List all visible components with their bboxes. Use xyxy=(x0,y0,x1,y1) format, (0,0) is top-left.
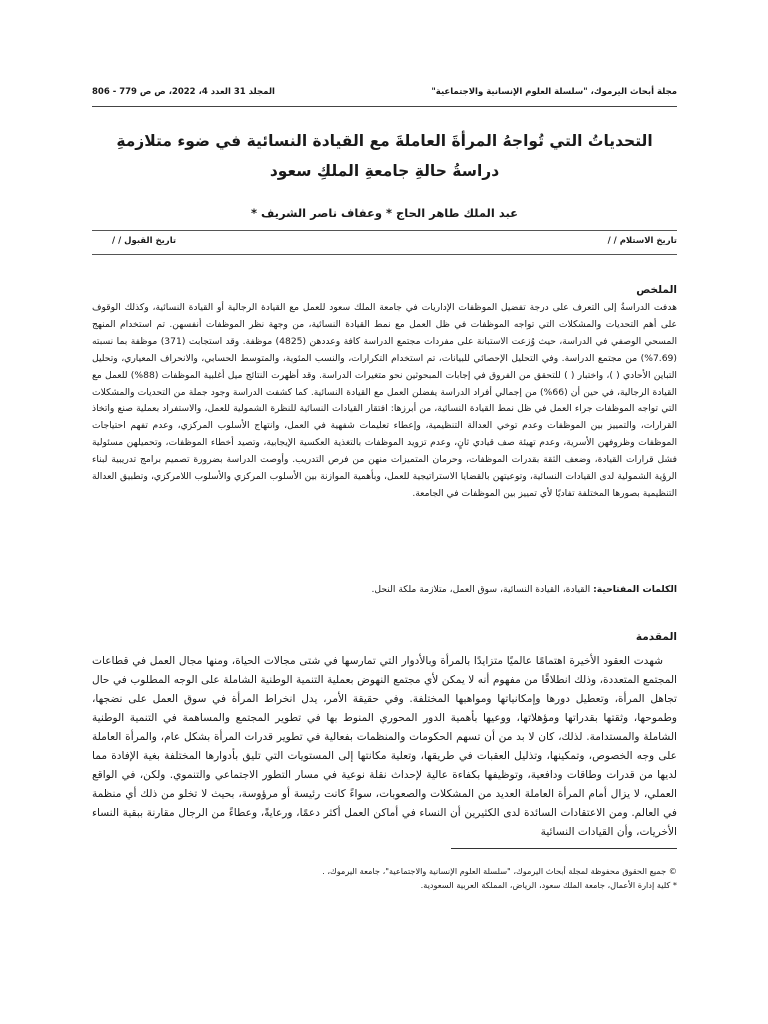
keywords xyxy=(92,582,677,598)
received-date: تاريخ الاستلام / / xyxy=(607,236,677,246)
abstract-text: هدفت الدراسةُ إلى التعرف على درجة تفضيل الموظفات الإداريات في جامعة الملك سعود للعمل مع القيادة الرجالية أو القيادة النسائية، وكذلك الوقوف على أهم التحديات والمشكلات التي تواجه الموظفات في ظل العمل مع نمط القيادة النسائية، من وجهة نظر الموظفات أنفسهن. تم استخدام المنهج المسحي الوصفي في الدراسة، حيث وُزعت الاستبانة على مفردات مجتمع الدراسة كافة وعددهن (4825) موظفة. وقد استجابت (371) موظفة بما نسبته (7.69%) من مجتمع الدراسة. وفي التحليل الإحصائي للبيانات، تم استخدام التكرارات، والنسب المئوية، والمتوسط الحسابي، والانحراف المعياري، وتحليل التباين الأحادي ( )، واختبار ( ) للتحقق من الفروق في إجابات المبحوثين نحو متغيرات الدراسة. وقد أظهرت النتائج ميل أغلبية الموظفات (88%) للعمل مع القيادة الرجالية، في حين أن (66%) من إجمالي أفراد الدراسة يفضلن العمل مع القيادة النسائية. كما كشفت الدراسة وجود جملة من التحديات والمشكلات التي تواجه الموظفات جراء العمل في ظل نمط القيادة النسائية، من أبرزها: افتقار القيادات النسائية للنظرة الشمولية للعمل، والاستفراد بعملية صنع واتخاذ القرارات، والتمييز بين الموظفات وعدم توخي العدالة التنظيمية، وإعطاء تعليمات شفهية في العمل، وانتهاج الأسلوب المركزي، وعدم تفهم احتياجات الموظفات وظروفهن الأسرية، وعدم تهيئة صف قيادي ثانٍ، وعدم تزويد الموظفات بالتغذية العكسية الإيجابية، وتصيد أخطاء الموظفات، وتحميلهن مسئولية فشل قرارات القيادة، وضعف الثقة بقدرات الموظفات، وحرمان المتميزات منهن من فرص التدريب. وأوصت الدراسة بضرورة تصميم برامج تدريبية لبناء الرؤية الشمولية لدى القيادات النسائية، وتوعيتهن بالقضايا الاستراتيجية للعمل، وبأهمية الموازنة بين الأسلوب المركزي والأسلوب اللامركزي، وتطبيق العدالة التنظيمية بصورها المختلفة تفاديًا لأي تمييز بين الموظفات في الجامعة. xyxy=(92,302,678,499)
affiliation-note: * كلية إدارة الأعمال، جامعة الملك سعود، الرياض، المملكة العربية السعودية. xyxy=(420,880,677,890)
authors: عبد الملك طاهر الحاج * وعفاف ناصر الشريف * xyxy=(250,206,519,220)
running-head xyxy=(92,85,677,99)
volume-issue-pages: المجلد 31 العدد 4، 2022، ص ص 779 - 806 xyxy=(92,87,275,97)
accepted-date: تاريخ القبول / / xyxy=(112,236,177,246)
dates-rule-top xyxy=(92,230,677,231)
title-line-1: التحدياتُ التي تُواجهُ المرأةَ العاملةَ مع القيادة النسائية في ضوء متلازمةِ xyxy=(116,132,653,150)
footnote-rule xyxy=(451,848,677,849)
copyright-note: © جميع الحقوق محفوظة لمجلة أبحاث اليرموك، "سلسلة العلوم الإنسانية والاجتماعية"، جامعة اليرموك، . xyxy=(322,866,677,876)
keywords-label: الكلمات المفتاحية: xyxy=(593,584,677,595)
dates-row xyxy=(92,236,677,250)
dates-rule-bottom xyxy=(92,254,677,255)
abstract-heading: الملخص xyxy=(636,284,677,296)
paper-title xyxy=(92,126,677,186)
footnotes xyxy=(92,864,677,892)
introduction-heading: المقدمة xyxy=(635,631,677,643)
title-line-2: دراسةُ حالةِ جامعةِ الملكِ سعود xyxy=(269,162,500,180)
introduction-text: شهدت العقود الأخيرة اهتمامًا عالميًا متزايدًا بالمرأة وبالأدوار التي تمارسها في شتى مجالات الحياة، ومنها مجال العمل في قطاعات المجتمع المتعددة، وذلك انطلاقًا من مفهوم أنه لا يمكن لأي مجتمع النهوض بعملية التنمية الوطنية الشاملة على الوجه المطلوب في حال تجاهل المرأة، وتعطيل دورها وإمكانياتها ومواهبها المختلفة. وفي حقيقة الأمر، يدل انخراط المرأة في سوق العمل على نضجها، وطموحها، وثقتها بقدراتها ومؤهلاتها، ووعيها بأهمية الدور المحوري المنوط بها في تطوير المجتمع والمساهمة في التنمية الوطنية الشاملة والمستدامة. لذلك، كان لا بد من أن تسهم الحكومات والمنظمات بفعالية في تطوير قدرات المرأة بشكل عام، والمرأة العاملة على وجه الخصوص، وتمكينها، وتذليل العقبات في طريقها، وتعلية مكانتها إلى المستويات التي تليق بأدوارها المختلفة بغية الإفادة مما لديها من قدرات وطاقات ودافعية، وتوظيفها بكفاءة عالية لإحداث نقلة نوعية في مسار التطور الاجتماعي والتنموي. ولكن، في الواقع العملي، لا يزال أمام المرأة العاملة العديد من المشكلات والصعوبات، سواءً كانت رئيسة أو مرؤوسة، بحيث لا تخلو من ذلك أي منظمة في العالم. ومن الاعتقادات السائدة لدى الكثيرين أن النساء في أماكن العمل أكثر دعمًا، ورعايةً، وعطاءً من الرجال مقارنة ببقية النساء الأخريات، وأن القيادات النسائية xyxy=(92,655,677,838)
journal-name: مجلة أبحاث اليرموك، "سلسلة العلوم الإنسانية والاجتماعية" xyxy=(431,87,677,97)
header-rule xyxy=(92,106,677,107)
keywords-list: القيادة، القيادة النسائية، سوق العمل، متلازمة ملكة النحل. xyxy=(371,584,594,595)
